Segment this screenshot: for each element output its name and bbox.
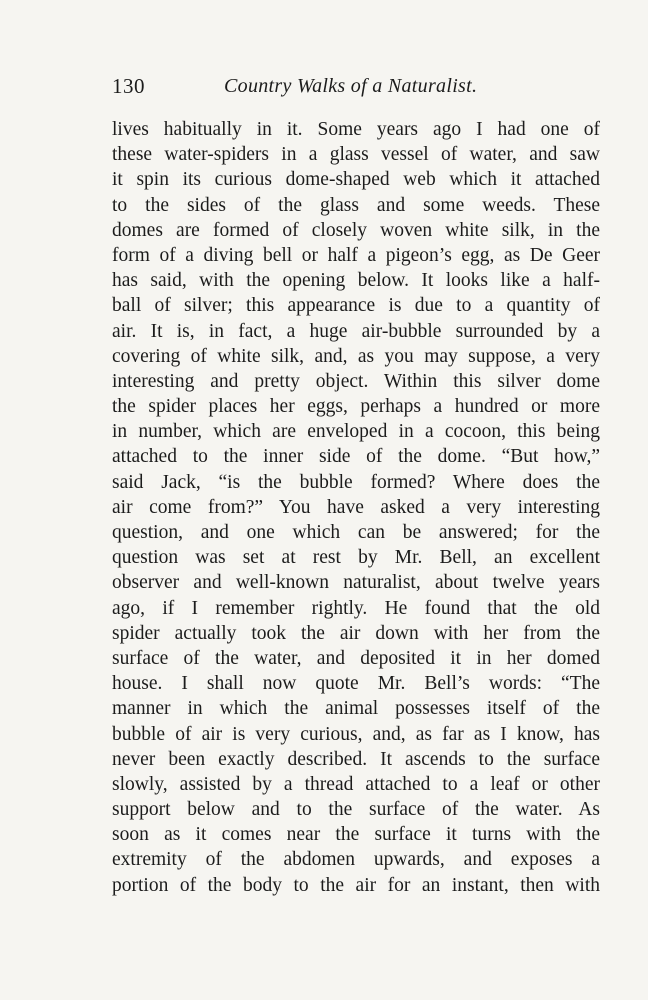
page-number: 130 <box>112 74 145 98</box>
body-text <box>112 117 600 898</box>
text-line: question, and one which can be answered; for the <box>112 522 600 543</box>
text-line: soon as it comes near the surface it turns with the <box>112 824 600 846</box>
text-line: bubble of air is very curious, and, as far as I know, has <box>112 723 600 745</box>
text-line: covering of white silk, and, as you may suppose, a very <box>112 345 600 367</box>
text-line: ago, if I remember rightly. He found that the old <box>112 597 600 619</box>
text-line: attached to the inner side of the dome. “But how,” <box>112 446 600 468</box>
text-line: surface of the water, and deposited it in her domed <box>112 647 600 669</box>
text-line: said Jack, “is the bubble formed? Where does the <box>112 471 600 493</box>
text-line: the spider places her eggs, perhaps a hundred or more <box>112 396 600 418</box>
text-line: form of a diving bell or half a pigeon’s egg, as De Geer <box>112 244 600 266</box>
text-line: air. It is, in fact, a huge air-bubble surrounded by a <box>112 320 600 342</box>
text-line: support below and to the surface of the water. As <box>112 799 600 821</box>
text-line: question was set at rest by Mr. Bell, an excellent <box>112 547 600 569</box>
text-line: slowly, assisted by a thread attached to a leaf or other <box>112 773 600 795</box>
running-title: Country Walks of a Naturalist. <box>224 75 478 97</box>
page-header <box>112 74 502 104</box>
text-line: extremity of the abdomen upwards, and exposes a <box>112 849 600 871</box>
text-line: has said, with the opening below. It looks like a half- <box>112 270 600 292</box>
text-line: portion of the body to the air for an instant, then with <box>112 874 600 896</box>
text-line: in number, which are enveloped in a cocoon, this being <box>112 421 600 443</box>
text-line: it spin its curious dome-shaped web which it attached <box>112 169 600 191</box>
text-line: manner in which the animal possesses itself of the <box>112 698 600 720</box>
text-line: lives habitually in it. Some years ago I had one of <box>112 119 600 140</box>
text-line: to the sides of the glass and some weeds. These <box>112 194 600 216</box>
text-line: domes are formed of closely woven white silk, in the <box>112 219 600 241</box>
text-line: air come from?” You have asked a very interesting <box>112 496 600 518</box>
text-line: never been exactly described. It ascends to the surface <box>112 748 600 770</box>
text-line: these water-spiders in a glass vessel of water, and saw <box>112 144 600 166</box>
text-line: spider actually took the air down with her from the <box>112 622 600 644</box>
text-line: interesting and pretty object. Within this silver dome <box>112 370 600 392</box>
text-line: ball of silver; this appearance is due to a quantity of <box>112 295 600 317</box>
text-line: observer and well-known naturalist, about twelve years <box>112 572 600 594</box>
text-line: house. I shall now quote Mr. Bell’s words: “The <box>112 673 600 695</box>
